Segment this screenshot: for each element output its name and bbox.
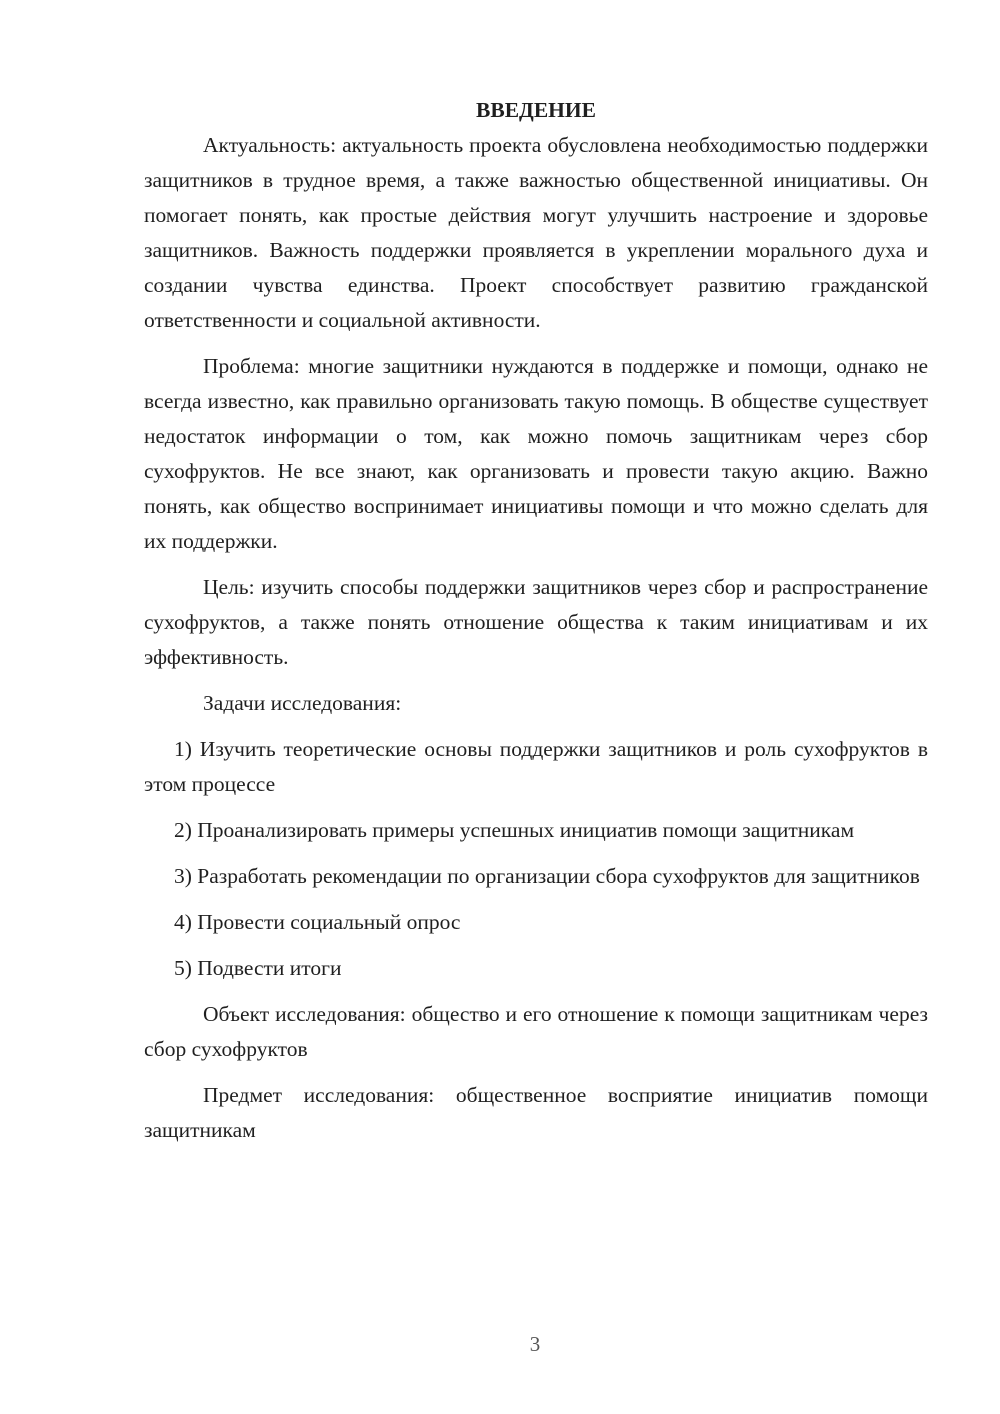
object-paragraph: Объект исследования: общество и его отношение к помощи защитникам через сбор сухофруктов [144,1002,928,1061]
document-page [144,92,928,1148]
section-title: ВВЕДЕНИЕ [476,98,596,122]
relevance-paragraph: Актуальность: актуальность проекта обусловлена необходимостью поддержки защитников в трудное время, а также важностью общественной инициативы. Он помогает понять, как простые действия могут улучшить настроение и здоровье защитников. Важность поддержки проявляется в укреплении морального духа и создании чувства единства. Проект способствует развитию гражданской ответственности и социальной активности. [144,133,928,332]
task-item: 4) Провести социальный опрос [174,910,461,934]
task-item: 5) Подвести итоги [174,956,342,980]
task-item: 2) Проанализировать примеры успешных инициатив помощи защитникам [174,818,855,842]
tasks-heading: Задачи исследования: [203,691,402,715]
problem-paragraph: Проблема: многие защитники нуждаются в поддержке и помощи, однако не всегда известно, как правильно организовать такую помощь. В обществе существует недостаток информации о том, как можно помочь защитникам через сбор сухофруктов. Не все знают, как организовать и провести такую акцию. Важно понять, как общество воспринимает инициативы помощи и что можно сделать для их поддержки. [144,354,928,553]
task-item: 1) Изучить теоретические основы поддержки защитников и роль сухофруктов в этом процессе [144,737,928,796]
task-item: 3) Разработать рекомендации по организации сбора сухофруктов для защитников [174,864,920,888]
subject-paragraph: Предмет исследования: общественное восприятие инициатив помощи защитникам [144,1083,928,1142]
goal-paragraph: Цель: изучить способы поддержки защитников через сбор и распространение сухофруктов, а также понять отношение общества к таким инициативам и их эффективность. [144,575,928,669]
page-number: 3 [529,1332,541,1356]
